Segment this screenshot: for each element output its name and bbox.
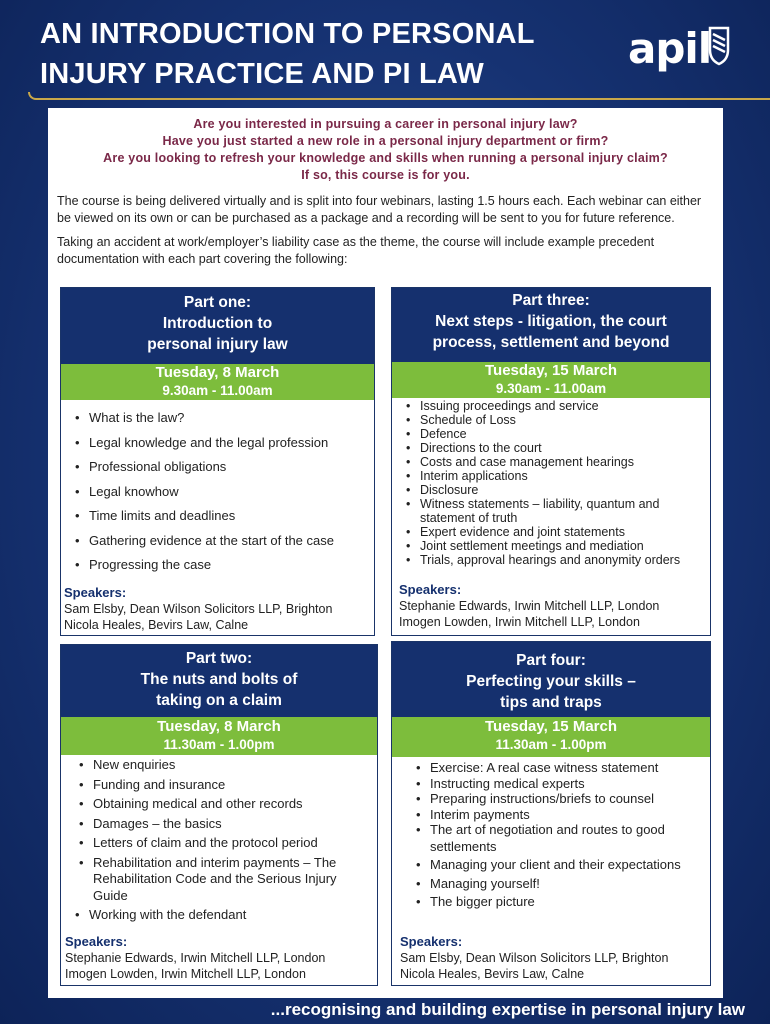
list-item: • Schedule of Loss — [406, 413, 704, 427]
list-item: • What is the law? — [75, 406, 374, 431]
session-date-bar — [392, 717, 710, 757]
part-three-box — [391, 287, 711, 636]
session-date: Tuesday, 15 March — [485, 362, 617, 379]
part-label: Part two: — [185, 650, 253, 667]
topic-list — [75, 406, 374, 578]
list-item: • Exercise: A real case witness statement — [416, 760, 702, 777]
list-item: • Legal knowledge and the legal profession — [75, 431, 374, 456]
list-item: • Letters of claim and the protocol period — [79, 835, 369, 852]
part-heading — [392, 642, 710, 717]
list-item: • Obtaining medical and other records — [79, 796, 369, 813]
speakers-block — [399, 582, 659, 630]
part-title-line: tips and traps — [500, 694, 602, 711]
session-time: 11.30am - 1.00pm — [163, 737, 275, 752]
list-item: • The art of negotiation and routes to good settlements — [416, 822, 702, 855]
list-item: • Professional obligations — [75, 455, 374, 480]
part-label: Part one: — [183, 294, 252, 311]
list-item: • Costs and case management hearings — [406, 455, 704, 469]
list-item: • Interim payments — [416, 807, 702, 824]
session-date: Tuesday, 8 March — [155, 364, 280, 381]
speakers-label: Speakers: — [400, 934, 463, 949]
speaker: Sam Elsby, Dean Wilson Solicitors LLP, Brighton — [400, 951, 669, 965]
speakers-label: Speakers: — [64, 585, 127, 600]
intro-question: Are you looking to refresh your knowledge and skills when running a personal injury claim? — [103, 151, 668, 165]
list-item: • Directions to the court — [406, 441, 704, 455]
list-item: • Interim applications — [406, 469, 704, 483]
list-item: • Time limits and deadlines — [75, 504, 374, 529]
speaker: Nicola Heales, Bevirs Law, Calne — [400, 967, 585, 981]
part-title-line: personal injury law — [147, 336, 288, 353]
page-title — [40, 14, 535, 94]
session-time: 9.30am - 11.00am — [495, 381, 607, 396]
part-two-box — [60, 644, 378, 986]
speaker: Imogen Lowden, Irwin Mitchell LLP, London — [65, 967, 306, 981]
speaker: Nicola Heales, Bevirs Law, Calne — [64, 618, 249, 632]
intro-question: Have you just started a new role in a personal injury department or firm? — [162, 134, 609, 148]
title-line-2: INJURY PRACTICE AND PI LAW — [40, 58, 484, 90]
session-time: 11.30am - 1.00pm — [495, 737, 607, 752]
apil-logo — [628, 24, 732, 80]
intro-question: If so, this course is for you. — [301, 168, 470, 182]
list-item: • Funding and insurance — [79, 777, 369, 794]
list-item: • Managing your client and their expectations — [416, 857, 702, 874]
list-item: • Joint settlement meetings and mediation — [406, 539, 704, 553]
list-item: • Damages – the basics — [79, 816, 369, 833]
part-heading — [61, 645, 377, 717]
topic-list — [416, 760, 702, 911]
part-one-box — [60, 287, 375, 636]
speaker: Stephanie Edwards, Irwin Mitchell LLP, London — [399, 599, 660, 613]
part-heading — [61, 288, 374, 364]
list-item: • Defence — [406, 427, 704, 441]
shield-icon — [708, 26, 730, 66]
footer-tagline: ...recognising and building expertise in personal injury law — [270, 1000, 745, 1019]
speaker: Imogen Lowden, Irwin Mitchell LLP, London — [399, 615, 640, 629]
topic-list — [79, 757, 369, 924]
list-item: • Progressing the case — [75, 553, 374, 578]
part-title-line: Introduction to — [162, 315, 273, 332]
list-item: • Managing yourself! — [416, 876, 702, 893]
list-item: • The bigger picture — [416, 894, 702, 911]
list-item: • Issuing proceedings and service — [406, 399, 704, 413]
intro-questions — [48, 116, 723, 184]
speaker: Stephanie Edwards, Irwin Mitchell LLP, London — [65, 951, 326, 965]
logo-text: apil — [628, 24, 712, 73]
list-item: • Expert evidence and joint statements — [406, 525, 704, 539]
part-title-line: taking on a claim — [156, 692, 282, 709]
speaker: Sam Elsby, Dean Wilson Solicitors LLP, Brighton — [64, 602, 333, 616]
part-title-line: Perfecting your skills – — [466, 673, 636, 690]
part-title-line: Next steps - litigation, the court — [435, 313, 667, 330]
speakers-label: Speakers: — [65, 934, 128, 949]
session-time: 9.30am - 11.00am — [162, 383, 273, 398]
session-date-bar — [61, 364, 374, 400]
title-line-1: AN INTRODUCTION TO PERSONAL — [40, 18, 535, 50]
topic-list — [406, 399, 704, 567]
list-item: • Legal knowhow — [75, 480, 374, 505]
list-item: • Trials, approval hearings and anonymity orders — [406, 553, 704, 567]
speakers-label: Speakers: — [399, 582, 462, 597]
speakers-block — [64, 585, 332, 633]
list-item: • Instructing medical experts — [416, 776, 702, 793]
part-heading — [392, 288, 710, 362]
speakers-block — [400, 934, 668, 982]
intro-question: Are you interested in pursuing a career in personal injury law? — [193, 117, 578, 131]
session-date-bar — [61, 717, 377, 755]
part-four-box — [391, 641, 711, 986]
list-item: • Preparing instructions/briefs to counsel — [416, 791, 702, 808]
part-label: Part three: — [512, 292, 590, 309]
session-date-bar — [392, 362, 710, 398]
title-underline — [28, 92, 770, 100]
part-title-line: The nuts and bolts of — [140, 671, 298, 688]
list-item: • Witness statements – liability, quantum and statement of truth — [406, 497, 704, 525]
list-item: • Working with the defendant — [75, 907, 369, 924]
list-item: • New enquiries — [79, 757, 369, 774]
intro-paragraph-1: The course is being delivered virtually and is split into four webinars, lasting 1.5 hours each. Each webinar can either be viewed on its own or can be purchased as a package and a recording will be sent to you for future reference. — [57, 194, 702, 225]
intro-paragraph-2: Taking an accident at work/employer’s liability case as the theme, the course will include example precedent documentation with each part covering the following: — [57, 235, 655, 266]
session-date: Tuesday, 8 March — [157, 718, 281, 735]
list-item: • Rehabilitation and interim payments – The Rehabilitation Code and the Serious Injury Guide — [79, 855, 369, 905]
session-date: Tuesday, 15 March — [485, 718, 617, 735]
part-label: Part four: — [516, 652, 586, 669]
speakers-block — [65, 934, 325, 982]
part-title-line: process, settlement and beyond — [432, 334, 670, 351]
list-item: • Gathering evidence at the start of the case — [75, 529, 374, 554]
list-item: • Disclosure — [406, 483, 704, 497]
